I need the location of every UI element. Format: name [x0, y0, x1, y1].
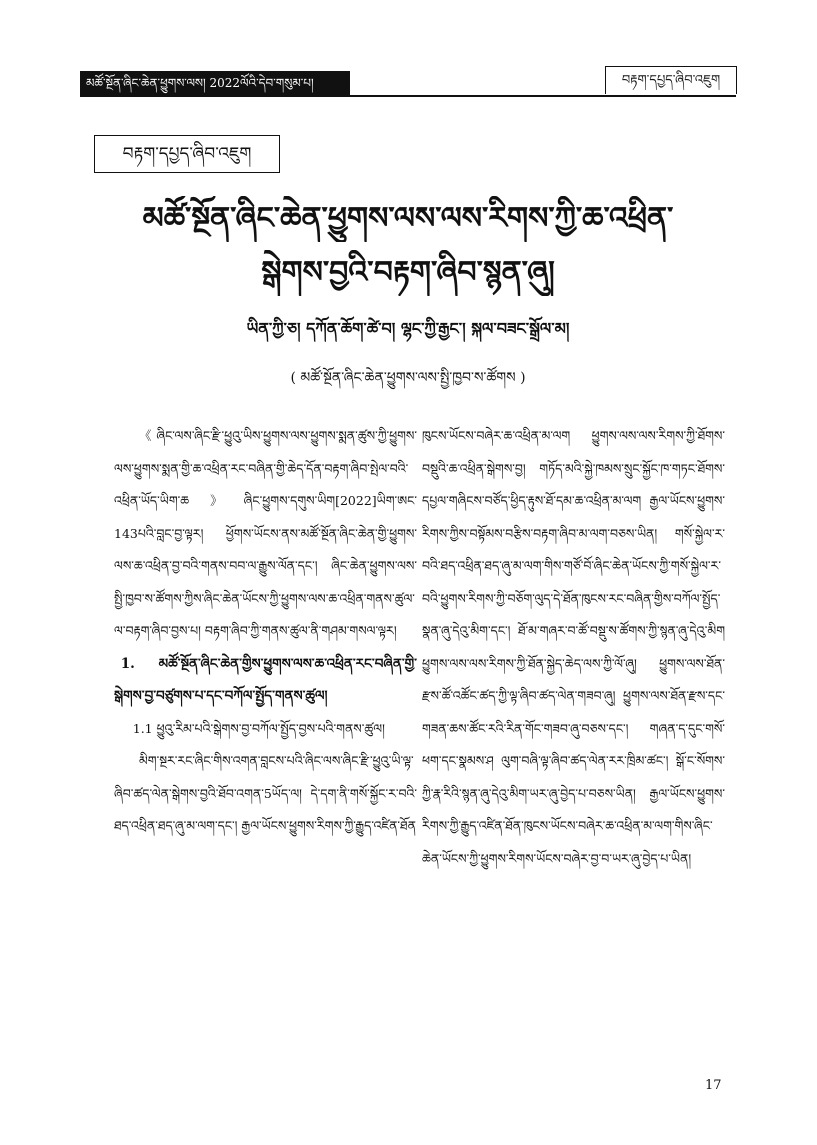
header-rule — [80, 95, 736, 97]
paragraph: 《ཞིང་ལས་ཞིང་རྫི་ཕྱུའུ་ཡིས་ཕྱུགས་ལས་ཕྱུགས་སྨན་ཚུས་ཀྱི་ཕྱུགས་ལས་ཕྱུགས་སྨན་གྱི་ཆ་འཕྲིན་རང་བཞིན་གྱི་ཆེད་དོན་བརྟག་ཞིབ་སྤེལ་བའི་འཕྲིན་ཡོད་ཡིག་ཆ》ཞིང་ཕྱུགས་དགུས་ཡིག[2022]ཡིག་ཨང་143པའི་བླང་བྱ་ལྟར། ཕྱོགས་ཡོངས་ནས་མཚོ་སྔོན་ཞིང་ཆེན་གྱི་ཕྱུགས་ལས་ཆ་འཕྲིན་བྱ་བའི་གནས་བབ་ལ་རྒྱུས་ལོན་དང་། ཞིང་ཆེན་ཕྱུགས་ལས་སྤྱི་ཁྱབ་ས་ཚོགས་ཀྱིས་ཞིང་ཆེན་ཡོངས་ཀྱི་ཕྱུགས་ལས་ཆ་འཕྲིན་གནས་ཚུལ་ལ་བརྟག་ཞིབ་བྱས་པ། བརྟག་ཞིབ་ཀྱི་གནས་ཚུལ་ནི་གཤམ་གསལ་ལྟར། — [114, 428, 417, 638]
article-title-line-1: མཚོ་སྔོན་ཞིང་ཆེན་ཕྱུགས་ལས་ལས་རིགས་ཀྱི་ཆ་འཕྲིན་ — [142, 201, 674, 236]
paragraph: མིག་སྔར་རང་ཞིང་གིས་འགན་བླངས་པའི་ཞིང་ལས་ཞིང་རྫི་ཕྱུའུ་ཡི་ལྟ་ཞིབ་ཚད་ལེན་སྒེགས་བྱའི་ཐོབ་འགན་5ཡོད་ལ། དེ་དག་ནི་གསོ་སྐྱོང་ར་བའི་ཐད་འཕྲིན་ཐད་ཞུ་མ་ལག་དང་། རྒྱལ་ཡོངས་ཕྱུགས་རིགས་ཀྱི་རྒྱུད་འཛིན་ཐོན — [114, 753, 417, 833]
article-title-line-2: སྒེགས་བྱའི་བརྟག་ཞིབ་སྙན་ཞུ། — [261, 255, 555, 290]
journal-header: མཚོ་སྔོན་ཞིང་ཆེན་ཕྱུགས་ལས། 2022ལོའི་དེབ་གསུམ་པ། — [80, 71, 350, 95]
author-list: ཡིན་ཀྱི་ཅ། དཀོན་ཆོག་ཚེ་བ། ལྷང་ཀྱི་རྒྱང་། སྐལ་བཟང་སྒྲོལ་མ། — [246, 319, 570, 338]
section-heading: 1. མཚོ་སྔོན་ཞིང་ཆེན་གྱིས་ཕྱུགས་ལས་ཆ་འཕྲིན་རང་བཞིན་གྱི་སྒེགས་བྱ་བཙུགས་པ་དང་བཀོལ་སྤྱོད་གནས་ཚུལ། — [114, 655, 417, 704]
body-column-left — [114, 420, 417, 1050]
section-label: བརྟག་དཔྱད་ཞིབ་འཇུག — [94, 135, 280, 173]
column-name-tab: བརྟག་དཔྱད་ཞིབ་འཇུག — [605, 66, 737, 94]
subsection-heading: 1.1 ཕྱུའུ་རིམ་པའི་སྒེགས་བྱ་བཀོལ་སྤྱོད་བྱས་པའི་གནས་ཚུལ། — [132, 720, 385, 736]
paragraph: ཁུངས་ཡོངས་བཞེར་ཆ་འཕྲིན་མ་ལག ཕྱུགས་ལས་ལས་རིགས་ཀྱི་ཐོགས་བསྡུའི་ཆ་འཕྲིན་སྒེགས་བྱ། གཏོད་མའི་སྐྱེ་ཁམས་སྲུང་སྐྱོང་ཁ་གཏང་ཐོགས་དཔྱལ་གཞིངས་བཙོད་ཕྱིད་རྟུས་ཐོ་དམ་ཆ་འཕྲིན་མ་ལག རྒྱལ་ཡོངས་ཕྱུགས་རིགས་ཀྱིས་བསྟོམས་བརྩིས་བརྟག་ཞིབ་མ་ལག་བཅས་ཡིན། གསོ་སྐྱེལ་ར་བའི་ཐད་འཕྲིན་ཐད་ཞུ་མ་ལག་གིས་གཙོ་བོ་ཞིང་ཆེན་ཡོངས་ཀྱི་གསོ་སྐྱེལ་ར་བའི་ཕྱུགས་རིགས་ཀྱི་བཅོག་ལུད་དེ་ཐོན་ཁུངས་རང་བཞིན་གྱིས་བཀོལ་སྤྱོད་སྣན་ཞུ་དེའུ་མིག་དང་། ཐོ་མ་གཞར་བ་ཚོ་བསྡུ་ས་ཚོགས་ཀྱི་སྙན་ཞུ་དེའུ་མིག ཕྱུགས་ལས་ལས་རིགས་ཀྱི་ཐོན་སྐྱེད་ཆེད་ལས་ཀྱི་ལོ་ཞུ། ཕྱུགས་ལས་ཐོན་རྫས་ཚོ་འཚོང་ཚད་ཀྱི་ལྟ་ཞིབ་ཚད་ལེན་གཟབ་ཞུ། ཕྱུགས་ལས་ཐོན་རྫས་དང་གཟན་ཆས་ཚོང་རའི་རིན་གོང་གཟབ་ཞུ་བཅས་དང་། གཞན་ད་དུང་གསོ་ཕག་དང་སྣམས་ཤ ལུག་བཞི་ལྟ་ཞིབ་ཚད་ལེན་རར་ཁྲིམ་ཚང་། སྒོ་ང་སོགས་ཀྱི་རྣ་རིའི་སྙན་ཞུ་དེའུ་མིག་ཡར་ཞུ་བྱེད་པ་བཅས་ཡིན། རྒྱལ་ཡོངས་ཕྱུགས་རིགས་ཀྱི་རྒྱུད་འཛིན་ཐོན་ཁུངས་ཡོངས་བཞེར་ཆ་འཕྲིན་མ་ལག་གིས་ཞིང་ཆེན་ཡོངས་ཀྱི་ཕྱུགས་རིགས་ཡོངས་བཞེར་བྱ་བ་ཡར་ཞུ་བྱེད་པ་ཡིན། — [422, 428, 725, 866]
page-number: 17 — [705, 1078, 722, 1093]
author-affiliation: ( མཚོ་སྔོན་ཞིང་ཆེན་ཕྱུགས་ལས་སྤྱི་ཁྱབ་ས་ཚོགས ) — [290, 370, 526, 386]
body-column-right — [422, 420, 725, 1050]
